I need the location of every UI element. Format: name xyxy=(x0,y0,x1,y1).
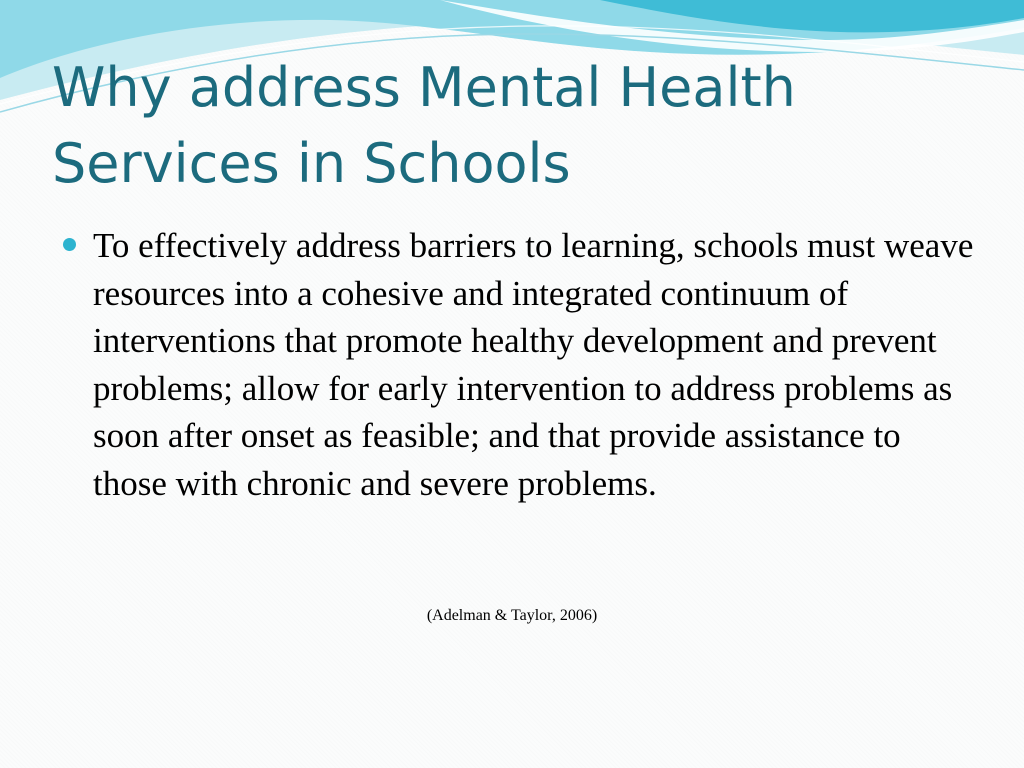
citation: (Adelman & Taylor, 2006) xyxy=(426,607,598,624)
bullet-text: To effectively address barriers to learning, schools must weave resources into a cohesive and integrated continuum of interventions that promote healthy development and prevent problems; allow for early intervention to address problems as soon after onset as feasible; and that provide assistance to those with chronic and severe problems. xyxy=(93,226,974,503)
bullet-dot-icon xyxy=(63,238,76,251)
slide-title: Why address Mental Health Services in Schools xyxy=(52,56,796,195)
bullet-item xyxy=(58,222,978,507)
bullet-list xyxy=(58,222,978,507)
